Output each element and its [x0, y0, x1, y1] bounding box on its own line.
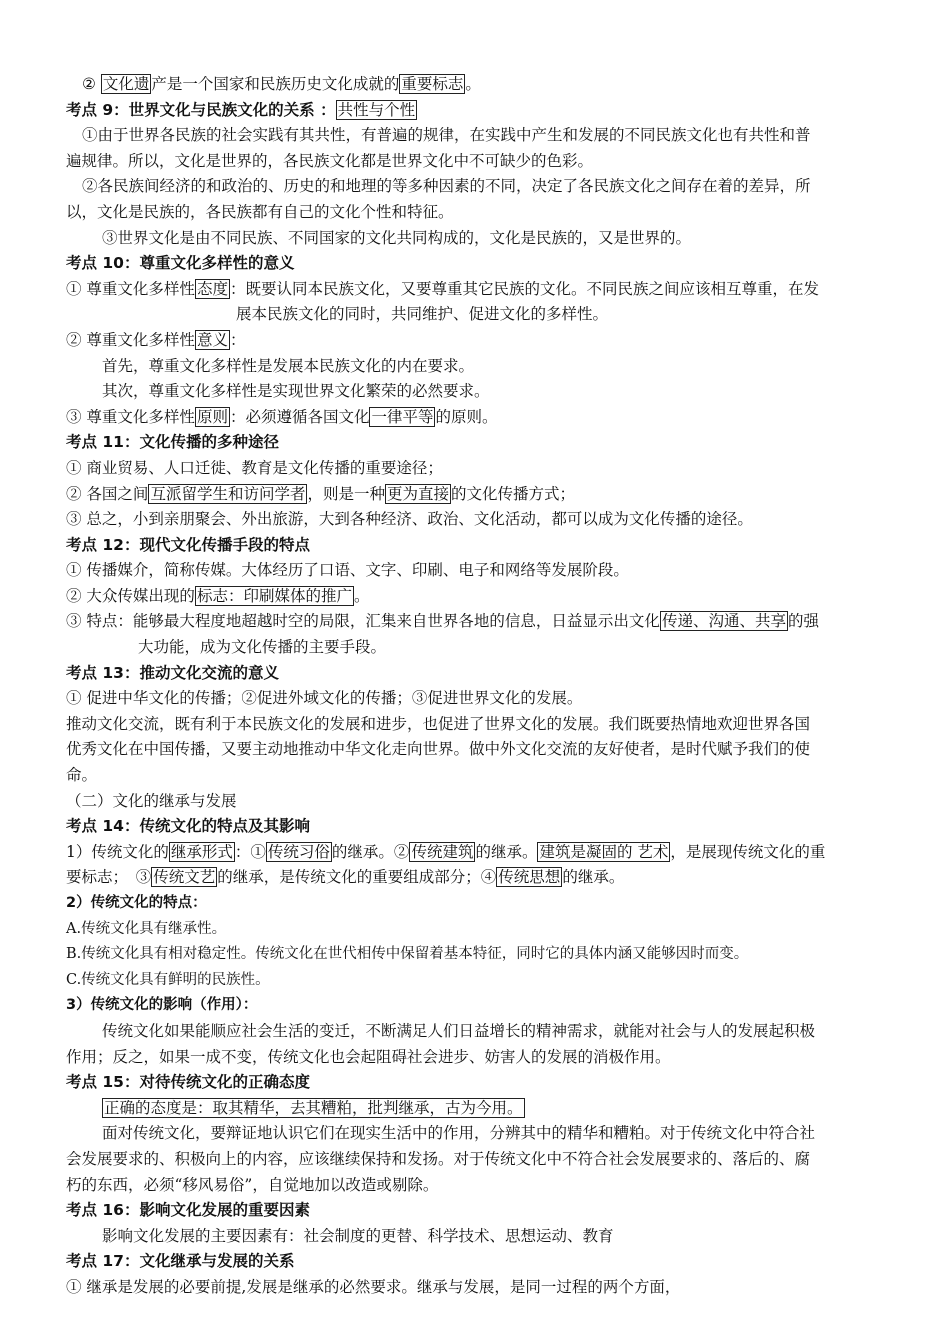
text-line: ③世界文化是由不同民族、不同国家的文化共同构成的，文化是民族的，又是世界的。	[102, 228, 692, 247]
text-line: ① 尊重文化多样性 态度 ：既要认同本民族文化，又要尊重其它民族的文化。不同民族之间应该相互尊重，在发	[66, 279, 819, 298]
text-line: 朽的东西，必须“移风易俗”，自觉地加以改造或剔除。	[66, 1175, 439, 1194]
section-heading: 考点 15：对待传统文化的正确态度	[66, 1073, 310, 1092]
text-line: 其次，尊重文化多样性是实现世界文化繁荣的必然要求。	[102, 382, 490, 401]
text-line: ① 传播媒介，简称传媒。大体经历了口语、文字、印刷、电子和网络等发展阶段。	[66, 561, 629, 580]
text-line: 面对传统文化，要辩证地认识它们在现实生活中的作用，分辨其中的精华和糟粕。对于传统文化中符合社	[102, 1124, 816, 1143]
boxed-term: 意义	[196, 330, 228, 349]
text-line: 首先，尊重文化多样性是发展本民族文化的内在要求。	[102, 356, 475, 375]
text-line: 要标志； ③ 传统文艺 的继承，是传统文化的重要组成部分；④ 传统思想 的继承。	[66, 868, 625, 887]
text-line: ③ 特点：能够最大程度地超越时空的局限，汇集来自世界各地的信息，日益显示出文化 传递、沟通、共享 的强	[66, 612, 819, 631]
text-line: 推动文化交流，既有利于本民族文化的发展和进步，也促进了世界文化的发展。我们既要热情地欢迎世界各国	[66, 714, 811, 733]
text-line: C.传统文化具有鲜明的民族性。	[66, 971, 270, 988]
text-line: 会发展要求的、积极向上的内容，应该继续保持和发扬。对于传统文化中不符合社会发展要求的、落后的、腐	[66, 1149, 811, 1168]
text-line: ① 继承是发展的必要前提,发展是继承的必然要求。继承与发展，是同一过程的两个方面，	[66, 1277, 681, 1296]
text-line: 1）传统文化的 继承形式 ：① 传统习俗 的继承。② 传统建筑 的继承。 建筑是凝固的 艺术 ，是展现传统文化的重	[66, 842, 826, 861]
boxed-term: 传递、沟通、共享	[661, 612, 786, 631]
text-line: B.传统文化具有相对稳定性。传统文化在世代相传中保留着基本特征，同时它的具体内涵又能够因时而变。	[66, 946, 749, 963]
text-line: ①由于世界各民族的社会实践有其共性，有普遍的规律，在实践中产生和发展的不同民族文化也有共性和普	[82, 126, 811, 145]
section-heading: 考点 12：现代文化传播手段的特点	[66, 535, 310, 554]
text-line: ② 尊重文化多样性 意义 ：	[66, 330, 246, 349]
text-line: 作用；反之，如果一成不变，传统文化也会起阻碍社会进步、妨害人的发展的消极作用。	[66, 1047, 671, 1066]
text-line: ② 文化遗 产是一个国家和民族历史文化成就的 重要标志 。	[82, 75, 481, 93]
boxed-term: 建筑是凝固的 艺术	[539, 842, 669, 861]
boxed-term: 传统思想	[498, 868, 561, 887]
text-line: 优秀文化在中国传播，又要主动地推动中华文化走向世界。做中外文化交流的友好使者，是时代赋予我们的使	[66, 740, 811, 759]
text-line: 传统文化如果能顺应社会生活的变迁，不断满足人们日益增长的精神需求，就能对社会与人的发展起积极	[102, 1021, 816, 1040]
boxed-term: 标志：印刷媒体的推广	[196, 586, 352, 605]
boxed-term: 互派留学生和访问学者	[150, 484, 306, 503]
section-heading: 考点 11：文化传播的多种途径	[66, 433, 279, 452]
boxed-term: 传统习俗	[267, 842, 330, 861]
text-line: A.传统文化具有继承性。	[66, 920, 227, 937]
text-line	[66, 1096, 886, 1122]
boxed-term: 文化遗	[102, 75, 150, 93]
section-heading: 考点 17：文化继承与发展的关系	[66, 1252, 295, 1271]
boxed-term: 一律平等	[371, 407, 434, 426]
section-heading: 考点 16：影响文化发展的重要因素	[66, 1201, 310, 1220]
text-line: 大功能，成为文化传播的主要手段。	[138, 638, 387, 657]
text-line: 命。	[66, 766, 98, 785]
boxed-term: 传统文艺	[153, 868, 216, 887]
boxed-term: 原则	[196, 407, 228, 426]
boxed-term: 更为直接	[386, 484, 449, 503]
boxed-term: 继承形式	[170, 842, 233, 861]
boxed-term: 共性与个性	[337, 100, 416, 119]
text-line: ③ 总之，小到亲朋聚会、外出旅游，大到各种经济、政治、文化活动，都可以成为文化传播的途径。	[66, 510, 753, 529]
section-heading: 2）传统文化的特点：	[66, 895, 207, 911]
section-heading: 3）传统文化的影响（作用）：	[66, 997, 258, 1014]
section-heading: 考点 14：传统文化的特点及其影响	[66, 817, 310, 836]
boxed-term: 传统建筑	[411, 842, 474, 861]
section-heading: 考点 9：世界文化与民族文化的关系 ： 共性与个性	[66, 100, 416, 119]
text-line: 展本民族文化的同时，共同维护、促进文化的多样性。	[236, 305, 609, 324]
text-line: 影响文化发展的主要因素有：社会制度的更替、科学技术、思想运动、教育	[102, 1226, 614, 1245]
document-page	[66, 72, 886, 1301]
text-line: 以，文化是民族的，各民族都有自己的文化个性和特征。	[66, 202, 454, 221]
boxed-term: 态度	[196, 279, 228, 298]
text-line: ② 大众传媒出现的 标志：印刷媒体的推广 。	[66, 586, 370, 605]
text-line: ① 促进中华文化的传播；②促进外域文化的传播；③促进世界文化的发展。	[66, 689, 583, 708]
text-line: ② 各国之间 互派留学生和访问学者 ，则是一种 更为直接 的文化传播方式；	[66, 484, 575, 503]
text-line: ③ 尊重文化多样性 原则 ：必须遵循各国文化 一律平等 的原则。	[66, 407, 498, 426]
section-heading: 考点 10：尊重文化多样性的意义	[66, 254, 295, 273]
text-line: 遍规律。所以，文化是世界的，各民族文化都是世界文化中不可缺少的色彩。	[66, 151, 594, 170]
text-line: ① 商业贸易、人口迁徙、教育是文化传播的重要途径；	[66, 458, 443, 477]
text-line: ②各民族间经济的和政治的、历史的和地理的等多种因素的不同，决定了各民族文化之间存在着的差异，所	[82, 177, 811, 196]
boxed-term: 重要标志	[401, 75, 464, 93]
subsection-title: （二）文化的继承与发展	[66, 791, 237, 810]
section-heading: 考点 13：推动文化交流的意义	[66, 663, 279, 682]
boxed-term: 正确的态度是：取其精华，去其糟粕，批判继承，古为今用。	[104, 1098, 523, 1117]
